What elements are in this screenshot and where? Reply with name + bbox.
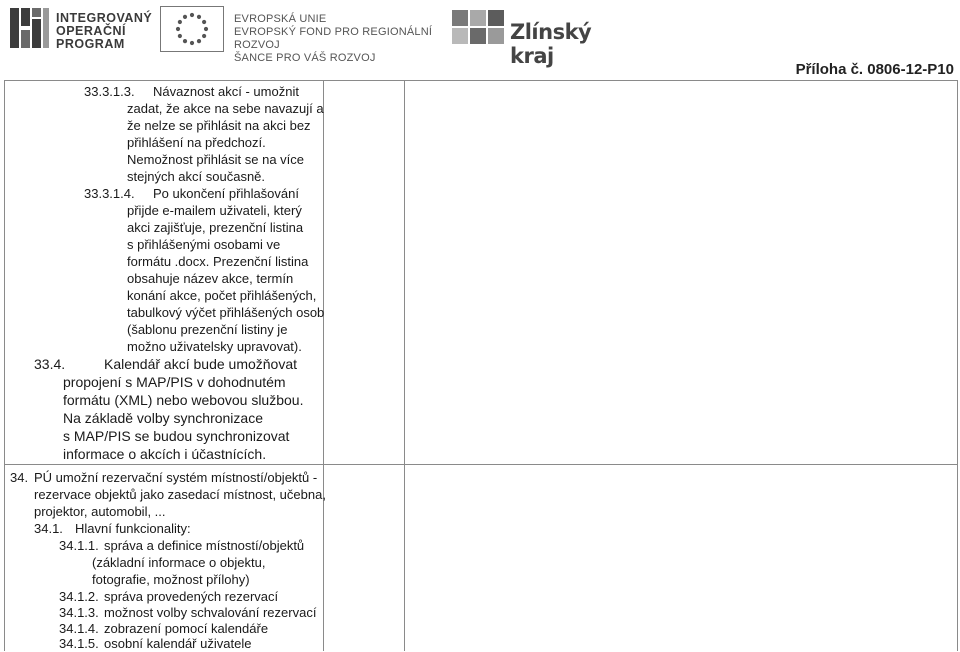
item-34-1-5-number: 34.1.5.: [59, 636, 99, 651]
item-33-4-line: formátu (XML) nebo webovou službou.: [63, 392, 304, 408]
item-33-3-1-4-line: konání akce, počet přihlášených,: [127, 288, 317, 303]
item-33-3-1-4-line: přijde e-mailem uživateli, který: [127, 203, 302, 218]
table-border-right: [957, 80, 958, 651]
item-34-1-4-line: zobrazení pomocí kalendáře: [104, 621, 269, 636]
item-34-1-1-line: (základní informace o objektu,: [92, 555, 266, 570]
item-33-4-number: 33.4.: [34, 356, 66, 372]
table-row-divider: [4, 464, 958, 465]
item-33-3-1-4-number: 33.3.1.4.: [84, 186, 135, 201]
item-33-4-line: s MAP/PIS se budou synchronizovat: [63, 428, 290, 444]
item-33-3-1-4-line: možno uživatelsky upravovat).: [127, 339, 302, 354]
item-34-1-1-line: fotografie, možnost přílohy): [92, 572, 250, 587]
item-34-1-3-number: 34.1.3.: [59, 605, 99, 620]
item-33-3-1-4-line: tabulkový výčet přihlášených osob: [127, 305, 325, 320]
item-34-1-5-line: osobní kalendář uživatele: [104, 636, 252, 651]
item-33-3-1-4-line: obsahuje název akce, termín: [127, 271, 294, 286]
section-34-number: 34.: [10, 470, 29, 485]
section-34-line: PÚ umožní rezervační systém místností/objektů -: [34, 470, 318, 485]
item-33-3-1-4-line: Po ukončení přihlašování: [153, 186, 299, 201]
item-34-1-3-line: možnost volby schvalování rezervací: [104, 605, 317, 620]
sub-34-1-number: 34.1.: [34, 521, 63, 536]
item-34-1-1-line: správa a definice místností/objektů: [104, 538, 305, 553]
zlin-region-logo-name: Zlínský kraj: [510, 20, 592, 68]
eu-logo-line-2: EVROPSKÝ FOND PRO REGIONÁLNÍ ROZVOJ: [234, 26, 433, 51]
item-33-3-1-3-line: Návaznost akcí - umožnit: [153, 84, 299, 99]
item-33-3-1-4-line: s přihlášenými osobami ve: [127, 237, 281, 252]
item-33-4-line: propojení s MAP/PIS v dohodnutém: [63, 374, 286, 390]
annex-label: Příloha č. 0806-12-P10: [795, 61, 954, 78]
zlin-region-emblem-icon: [452, 8, 504, 48]
item-33-4-line: Na základě volby synchronizace: [63, 410, 263, 426]
section-34-line: projektor, automobil, ...: [34, 504, 166, 519]
item-33-3-1-3-line: že nelze se přihlásit na akci bez: [127, 118, 311, 133]
item-33-3-1-3-line: Nemožnost přihlásit se na více: [127, 152, 305, 167]
item-33-4-line: Kalendář akcí bude umožňovat: [104, 356, 298, 372]
section-34-line: rezervace objektů jako zasedací místnost, učebna,: [34, 487, 326, 502]
iop-logo-line-1: INTEGROVANÝ: [56, 11, 153, 25]
eu-logo-line-1: EVROPSKÁ UNIE: [234, 13, 327, 25]
item-34-1-2-number: 34.1.2.: [59, 589, 99, 604]
iop-emblem-icon: [10, 6, 50, 52]
table-border-col-2: [404, 80, 405, 651]
table-border-col-1: [323, 80, 324, 651]
item-33-3-1-3-line: stejných akcí současně.: [127, 169, 266, 184]
item-33-4-line: informace o akcích i účastnících.: [63, 446, 267, 462]
item-34-1-2-line: správa provedených rezervací: [104, 589, 279, 604]
eu-logo-line-3: ŠANCE PRO VÁŠ ROZVOJ: [234, 52, 376, 64]
item-33-3-1-3-line: přihlášení na předchozí.: [127, 135, 266, 150]
iop-logo: [10, 6, 153, 54]
eu-flag-icon: [160, 6, 224, 52]
table-border-top: [4, 80, 958, 81]
item-33-3-1-4-line: formátu .docx. Prezenční listina: [127, 254, 309, 269]
item-34-1-4-number: 34.1.4.: [59, 621, 99, 636]
zlin-region-logo: [452, 8, 617, 68]
iop-logo-line-3: PROGRAM: [56, 37, 125, 51]
item-33-3-1-4-line: (šablonu prezenční listiny je: [127, 322, 288, 337]
item-33-3-1-3-line: zadat, že akce na sebe navazují a: [127, 101, 324, 116]
table-border-left: [4, 80, 5, 651]
iop-logo-line-2: OPERAČNÍ: [56, 24, 126, 38]
sub-34-1-label: Hlavní funkcionality:: [75, 521, 191, 536]
item-33-3-1-4-line: akci zajišťuje, prezenční listina: [127, 220, 304, 235]
item-34-1-1-number: 34.1.1.: [59, 538, 99, 553]
eu-logo: [160, 6, 450, 64]
item-33-3-1-3-number: 33.3.1.3.: [84, 84, 135, 99]
